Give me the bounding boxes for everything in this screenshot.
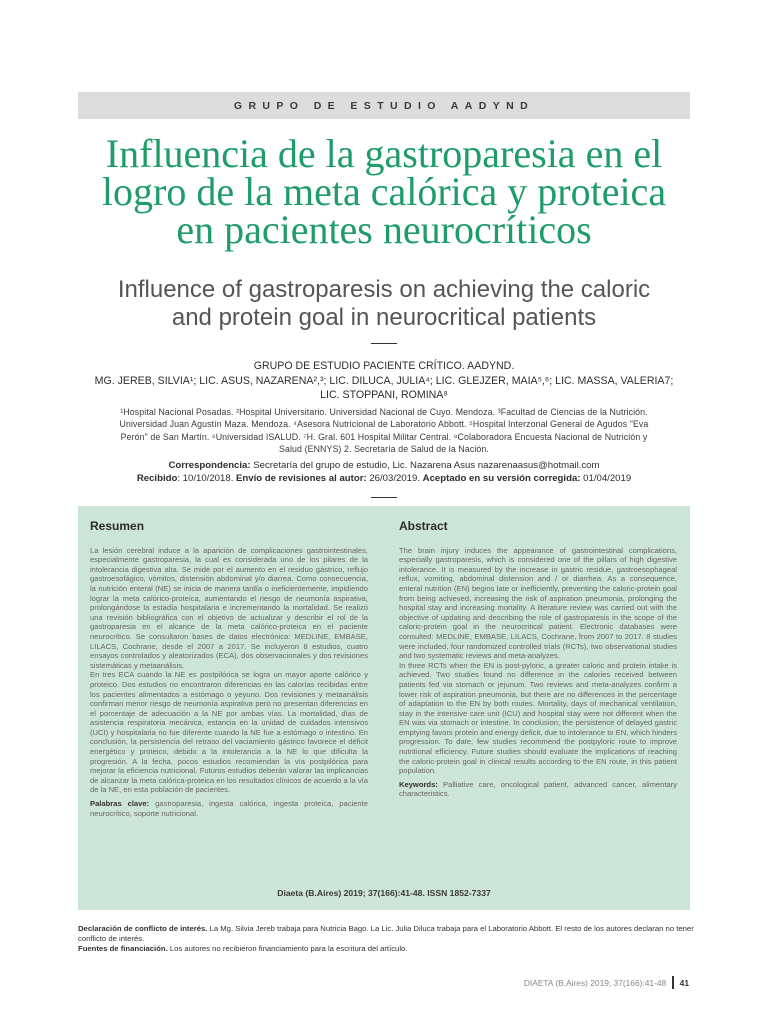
affiliation-line: Universidad Juan Agustín Maza. Mendoza. ⁴Asesora Nutricional de Laboratorio Abbott. ⁵Hospital Interzonal General de Agudos "Eva xyxy=(119,419,649,430)
keywords-label: Palabras clave: xyxy=(90,799,150,809)
affiliation-line: Perón" de San Martín. ⁶Universidad ISALUD. ⁷H. Gral. 601 Hospital Militar Central. ⁸Colaboradora Encuesta Nacional de Nutrición y xyxy=(120,431,648,442)
conflict-label: Declaración de conflicto de interés. xyxy=(78,924,208,933)
author-group: GRUPO DE ESTUDIO PACIENTE CRÍTICO. AADYND. xyxy=(253,360,515,372)
abstract-keywords xyxy=(399,780,677,799)
title-en-line: Influence of gastroparesis on achieving the caloric xyxy=(117,276,651,303)
footer-separator xyxy=(672,976,674,989)
revisions-label: Envío de revisiones al autor: xyxy=(236,473,367,485)
received-date: : 10/10/2018. xyxy=(177,473,237,485)
resumen-column xyxy=(90,519,368,818)
accepted-date: 01/04/2019 xyxy=(580,473,632,485)
abstract-panel xyxy=(78,506,690,910)
banner-label: GRUPO DE ESTUDIO AADYND xyxy=(233,99,535,112)
funding-text: Los autores no recibieron financiamiento para la escritura del artículo. xyxy=(167,944,408,954)
page-footer xyxy=(524,976,689,989)
funding-label: Fuentes de financiación. xyxy=(78,944,168,954)
keywords-text: Palliative care, oncological patient, advanced cancer, alimentary characteristics. xyxy=(399,779,677,799)
divider xyxy=(371,343,397,344)
article-title-spanish xyxy=(60,131,708,252)
revisions-date: 26/03/2019. xyxy=(366,473,423,485)
received-label: Recibido xyxy=(136,473,178,485)
author-list xyxy=(70,359,698,403)
abstract-paragraph: The brain injury induces the appearance of gastrointestinal complications, especially gastroparesis, which is considered one of the pillars of high digestive intolerance. It is measured by the increase in gastric residue, gastroesophageal reflux, vomiting, abdominal distension and / or diarrhea. As a consequence, enteral nutrition (EN) begins late or inefficiently, preventing the caloric-protein goal from being achieved, increasing the risk of aspiration pneumonia, prolonging the hospital stay and increasing mortality. A literature review was carried out with the objective of updating and describing the role of gastroparesis in the scope of the caloric-protein goal in the neurocritical patient. Electronic databases were consulted: MEDLINE, EMBASE, LILACS, Cochrane, from 2007 to 2017. 8 studies were included, four randomized controlled trials (RCTs), two observational studies and two systematic reviews and meta-analyzes. xyxy=(399,545,677,661)
section-banner xyxy=(78,92,690,119)
correspondence-block xyxy=(70,459,698,486)
resumen-paragraph: La lesión cerebral induce a la aparición de complicaciones gastrointestinales, especialmente gastroparesia, la cual es considerada uno de los pilares de la intolerancia digestiva alta. Se mide por el aumento en el residuo gástrico, reflujo gastroesofágico, vómitos, distensión abdominal y/o diarrea. Como consecuencia, la nutrición enteral (NE) se inicia de manera tardía o ineficientemente, impidiendo lograr la meta calórico-proteica, aumentando el riesgo de neumonía aspirativa, prolongándose la estadía hospitalaria e incrementando la mortalidad. Se realizó una revisión bibliográfica con el objetivo de actualizar y describir el rol de la gastroparesia en el alcance de la meta calórico-proteica en el paciente neurocrítico. Se consultaron bases de datos electrónica: MEDLINE, EMBASE, LILACS, Cochrane, desde el 2007 a 2017. Se incluyeron 8 estudios, cuatro ensayos controlados y aleatorizados (ECA), dos observacionales y dos revisiones sistemáticas y metaanálisis. xyxy=(90,545,368,670)
abstract-paragraph: In three RCTs when the EN is post-pyloric, a greater caloric and protein intake is achieved. Two studies found no difference in the calories received between patients fed via stomach or jejunum. Two reviews and meta-analyzes confirm a lower risk of aspiration pneumonia, but there are no differences in the percentage of adaptation to the EN by both routes. Mortality, days of mechanical ventilation, stay in the intensive care unit (ICU) and hospital stay were not different when the EN was via stomach or intestine. In conclusion, the persistence of delayed gastric emptying favors protein and energy deficit, due to intolerance to EN, which hinders progression. To date, few studies recommend the postpyloric route to improve nutritional efficiency. Future studies should evaluate the implications of reaching the caloric-protein goal in clinical results according to the EN route, in this patient population. xyxy=(399,660,677,776)
title-es-line: Influencia de la gastroparesia en el xyxy=(105,131,663,176)
keywords-label: Keywords: xyxy=(399,779,438,789)
abstract-column xyxy=(399,519,677,799)
page-number: 41 xyxy=(679,977,689,988)
title-es-line: en pacientes neurocríticos xyxy=(176,207,592,252)
keywords-text: gastroparesia, ingesta calórica, ingesta proteica, paciente neurocrítico, soporte nutricional. xyxy=(90,799,368,818)
title-es-line: logro de la meta calórica y proteica xyxy=(101,169,667,214)
conflict-text: La Mg. Silvia Jereb trabaja para Nutricia Bago. La Lic. Julia Diluca trabaja para el Laboratorio Abbott. El resto de los autores declaran no tener conflicto de interés. xyxy=(78,924,694,944)
resumen-paragraph: En tres ECA cuando la NE es postpilórica se logra un mayor aporte calórico y proteico. Dos estudios no encontraron diferencias en las calorías recibidas entre los pacientes alimentados a estómago o yeyuno. Dos revisiones y metaanálisis confirman menor riesgo de neumonía aspirativa pero no presentan diferencias en el porcentaje de adecuación a la NE por ambas vías. La mortalidad, días de asistencia respiratoria mecánica, estancia en la unidad de cuidados intensivos (UCI) y hospitalaria no fue diferente cuando la NE fue a estómago o intestino. En conclusión, la persistencia del retraso del vaciamiento gástrico favorece el déficit energético y proteico, debido a la intolerancia a la NE lo que dificulta la progresión. A la fecha, pocos estudios recomiendan la vía postpilórica para mejorar la eficiencia nutricional. Futuros estudios deberán valorar las implicancias de alcanzar la meta calórica-proteica en los resultados clínicos de acuerdo a la vía de la NE, en esta población de pacientes. xyxy=(90,670,368,795)
resumen-heading: Resumen xyxy=(90,519,145,533)
author-line: MG. JEREB, SILVIA¹; LIC. ASUS, NAZARENA²,³; LIC. DILUCA, JULIA⁴; LIC. GLEJZER, MAIA⁵,⁶; LIC. MASSA, VALERIA7; xyxy=(94,374,674,387)
affiliation-line: Salud (ENNYS) 2. Secretaría de Salud de la Nación. xyxy=(279,444,489,455)
footnotes xyxy=(78,924,696,955)
resumen-keywords xyxy=(90,799,368,818)
article-title-english xyxy=(70,276,698,332)
accepted-label: Aceptado en su versión corregida: xyxy=(422,473,581,485)
abstract-heading: Abstract xyxy=(399,519,448,533)
journal-reference: DIAETA (B.Aires) 2019; 37(166):41-48 xyxy=(523,977,667,988)
correspondence-label: Correspondencia: xyxy=(168,460,251,471)
divider xyxy=(371,497,397,498)
affiliations xyxy=(76,406,692,456)
citation: Diaeta (B.Aires) 2019; 37(166):41-48. ISSN 1852-7337 xyxy=(277,888,491,898)
correspondence-text: Secretaría del grupo de estudio, Lic. Nazarena Asus nazarenaasus@hotmail.com xyxy=(250,460,600,471)
affiliation-line: ¹Hospital Nacional Posadas. ²Hospital Universitario. Universidad Nacional de Cuyo. Mendoza. ³Facultad de Ciencias de la Nutrición. xyxy=(120,407,648,417)
author-line: LIC. STOPPANI, ROMINA⁸ xyxy=(320,389,448,402)
title-en-line: and protein goal in neurocritical patients xyxy=(171,304,597,331)
